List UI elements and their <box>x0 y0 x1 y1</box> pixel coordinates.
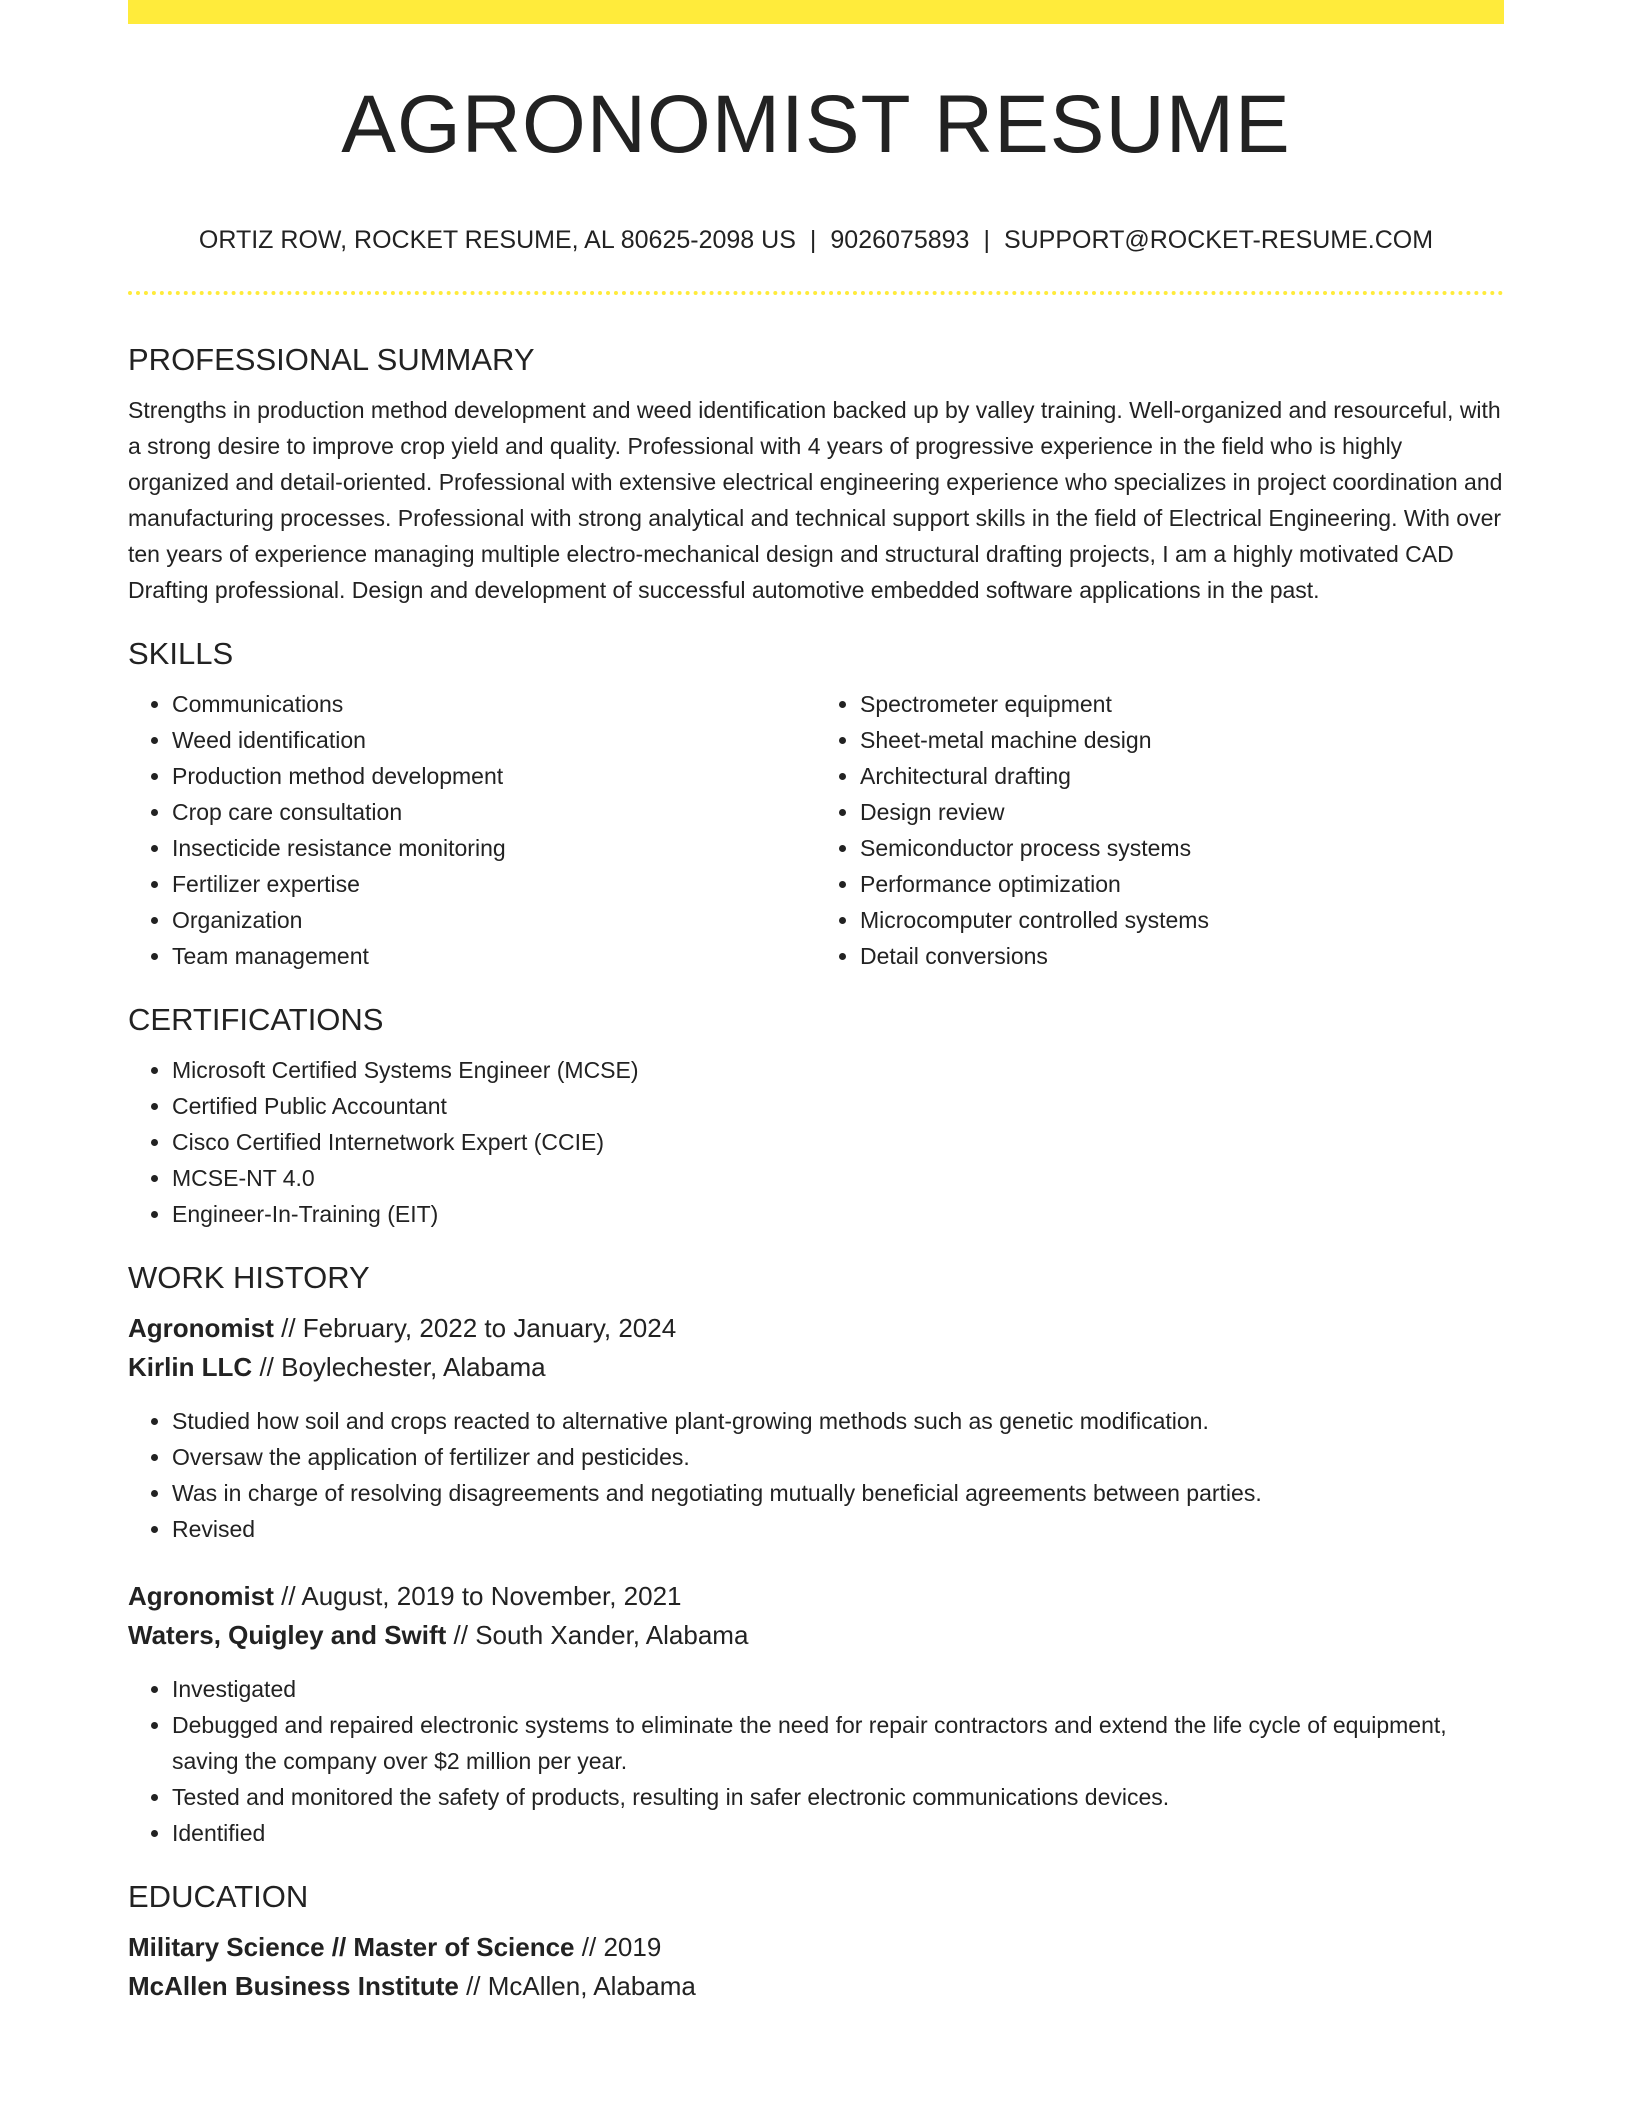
skills-list-right <box>816 686 1504 974</box>
job-role-line <box>128 1309 1504 1348</box>
section-title-education: EDUCATION <box>128 1879 309 1914</box>
job-company: Kirlin LLC <box>128 1352 253 1382</box>
contact-line <box>128 228 1504 253</box>
contact-separator: | <box>809 226 817 254</box>
list-item: • Weed identification <box>172 722 816 758</box>
education-location: McAllen, Alabama <box>487 1971 696 2001</box>
list-item: • Performance optimization <box>860 866 1504 902</box>
job-separator: // <box>273 1313 303 1343</box>
contact-separator: | <box>983 226 990 254</box>
summary-text: Strengths in production method development and weed identification backed up by valley training. Well-organized and resourceful, with a strong desire to improve crop yield and quality. Professional with 4 years of progressive experience in the field who is highly organized and detail-oriented. Professional with extensive electrical engineering experience who specializes in project coordination and manufacturing processes. Professional with strong analytical and technical support skills in the field of Electrical Engineering. With over ten years of experience managing multiple electro-mechanical design and structural drafting projects, I am a highly motivated CAD Drafting professional. Design and development of successful automotive embedded software applications in the past. <box>128 397 1503 603</box>
job-separator: // <box>446 1620 476 1650</box>
list-item: • Revised <box>172 1511 1504 1547</box>
list-item: • Microcomputer controlled systems <box>860 902 1504 938</box>
list-item: • Fertilizer expertise <box>172 866 816 902</box>
list-item: • Investigated <box>172 1671 1504 1707</box>
section-title-work: WORK HISTORY <box>128 1260 370 1295</box>
job-role: Agronomist <box>128 1313 274 1343</box>
resume-page <box>128 0 1504 2006</box>
list-item: • Insecticide resistance monitoring <box>172 830 816 866</box>
skills-section <box>128 638 1504 974</box>
list-item: • Communications <box>172 686 816 722</box>
certifications-section <box>128 1004 1504 1232</box>
list-item: • Production method development <box>172 758 816 794</box>
job-dates: August, 2019 to November, 2021 <box>301 1581 682 1611</box>
list-item: • MCSE-NT 4.0 <box>172 1160 1504 1196</box>
job-dates: February, 2022 to January, 2024 <box>302 1313 677 1343</box>
education-year: 2019 <box>603 1932 662 1962</box>
list-item: • Detail conversions <box>860 938 1504 974</box>
job-entry <box>128 1309 1504 1547</box>
list-item: • Architectural drafting <box>860 758 1504 794</box>
education-entry <box>128 1928 1504 2006</box>
job-location: Boylechester, Alabama <box>281 1352 546 1382</box>
list-item: • Spectrometer equipment <box>860 686 1504 722</box>
list-item: • Design review <box>860 794 1504 830</box>
certifications-list <box>128 1052 1504 1232</box>
list-item: • Cisco Certified Internetwork Expert (CCIE) <box>172 1124 1504 1160</box>
list-item: • Was in charge of resolving disagreements and negotiating mutually beneficial agreements between parties. <box>172 1475 1504 1511</box>
job-company: Waters, Quigley and Swift <box>128 1620 447 1650</box>
job-entry <box>128 1577 1504 1851</box>
education-separator: // <box>458 1971 488 2001</box>
list-item: • Crop care consultation <box>172 794 816 830</box>
job-bullets <box>128 1671 1504 1851</box>
list-item: • Semiconductor process systems <box>860 830 1504 866</box>
job-company-line <box>128 1616 1504 1655</box>
contact-email: SUPPORT@ROCKET-RESUME.COM <box>1003 226 1434 254</box>
section-title-skills: SKILLS <box>128 636 234 671</box>
job-role: Agronomist <box>128 1581 274 1611</box>
summary-section <box>128 344 1504 608</box>
education-separator: // <box>574 1932 604 1962</box>
contact-phone: 9026075893 <box>830 226 970 254</box>
education-school-line <box>128 1967 1504 2006</box>
section-title-certifications: CERTIFICATIONS <box>128 1002 384 1037</box>
section-title-summary: PROFESSIONAL SUMMARY <box>128 342 535 377</box>
job-separator: // <box>252 1352 282 1382</box>
list-item: • Tested and monitored the safety of products, resulting in safer electronic communications devices. <box>172 1779 1504 1815</box>
list-item: • Engineer-In-Training (EIT) <box>172 1196 1504 1232</box>
education-section <box>128 1881 1504 2006</box>
top-accent-bar <box>128 0 1504 24</box>
list-item: • Studied how soil and crops reacted to alternative plant-growing methods such as genetic modification. <box>172 1403 1504 1439</box>
list-item: • Oversaw the application of fertilizer and pesticides. <box>172 1439 1504 1475</box>
list-item: • Certified Public Accountant <box>172 1088 1504 1124</box>
list-item: • Team management <box>172 938 816 974</box>
contact-address: ORTIZ ROW, ROCKET RESUME, AL 80625-2098 US <box>198 226 796 254</box>
dotted-divider <box>128 291 1504 295</box>
education-school: McAllen Business Institute <box>128 1971 459 2001</box>
work-section <box>128 1262 1504 1851</box>
resume-title: AGRONOMIST RESUME <box>341 79 1291 170</box>
list-item: • Sheet-metal machine design <box>860 722 1504 758</box>
job-role-line <box>128 1577 1504 1616</box>
education-degree-line <box>128 1928 1504 1967</box>
skills-columns <box>128 686 1504 974</box>
list-item: • Microsoft Certified Systems Engineer (MCSE) <box>172 1052 1504 1088</box>
skills-list-left <box>128 686 816 974</box>
list-item: • Identified <box>172 1815 1504 1851</box>
job-bullets <box>128 1403 1504 1547</box>
job-company-line <box>128 1348 1504 1387</box>
education-degree: Military Science // Master of Science <box>128 1932 575 1962</box>
job-location: South Xander, Alabama <box>475 1620 749 1650</box>
list-item: • Organization <box>172 902 816 938</box>
list-item: • Debugged and repaired electronic systems to eliminate the need for repair contractors and extend the life cycle of equipment, saving the company over $2 million per year. <box>172 1707 1504 1779</box>
job-separator: // <box>273 1581 302 1611</box>
